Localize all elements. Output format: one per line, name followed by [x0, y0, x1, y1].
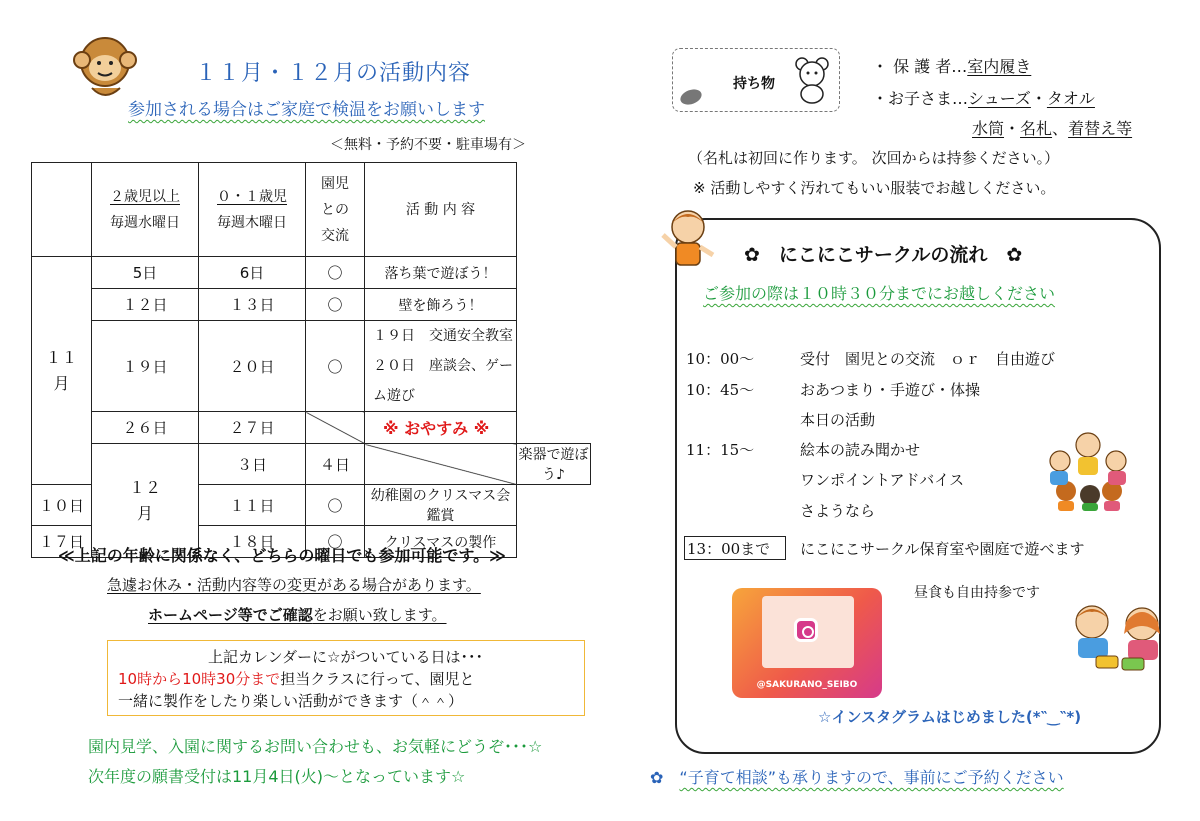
activity-line: １９日 交通安全教室 [373, 328, 513, 344]
header-interaction-l2: との [321, 201, 349, 218]
activity [365, 321, 517, 412]
header-interaction-l3: 交流 [321, 227, 349, 244]
table-row [32, 321, 591, 412]
activity: クリスマスの製作 [365, 526, 517, 558]
leaf-icon [678, 86, 704, 108]
interaction-none [306, 412, 365, 444]
bear-icon [793, 56, 831, 104]
bring-child-more [972, 116, 1132, 139]
any-day-note: ≪上記の年齢に関係なく、どちらの曜日でも参加可能です。≫ [58, 546, 506, 565]
table-row [32, 444, 591, 485]
schedule-text: おあつまり・手遊び・体操 [800, 381, 981, 399]
bring-items-label: 持ち物 [733, 76, 775, 92]
interaction-mark: 〇 [306, 321, 365, 412]
header-age2plus [92, 163, 199, 257]
flow-subtitle: ご参加の際は１０時３０分までにお越しください [703, 284, 1056, 303]
star-days-line2: 担当クラスに行って、園児と [280, 670, 475, 688]
schedule-time: 10：45～ [686, 381, 755, 399]
wed-date: ２６日 [92, 412, 199, 444]
clothes-note: ※ 活動しやすく汚れてもいい服装でお越しください。 [693, 179, 1056, 197]
consultation-text: “子育て相談”も承りますので、事前にご予約ください [679, 768, 1064, 787]
lunch-children-illustration [1062, 598, 1172, 672]
header-activity: 活 動 内 容 [365, 163, 517, 257]
table-row [32, 289, 591, 321]
instagram-qr-code[interactable] [732, 588, 882, 698]
activity-line: ２０日 座談会、ゲーム遊び [373, 358, 513, 404]
homepage-note [148, 604, 447, 625]
header-empty [32, 163, 92, 257]
activity-holiday: ※ おやすみ ※ [365, 412, 517, 444]
thu-date: ２０日 [199, 321, 306, 412]
thu-date: ２７日 [199, 412, 306, 444]
instagram-handle: @SAKURANO_SEIBO [756, 680, 858, 690]
wed-date: ３日 [199, 444, 306, 485]
thu-date: １３日 [199, 289, 306, 321]
interaction-none [365, 444, 517, 485]
instagram-started: ☆インスタグラムはじめました(*‶‿‶*) [818, 708, 1082, 726]
bring-child-sep: ・ [1030, 89, 1047, 108]
schedule-time: 11：15～ [686, 441, 755, 459]
subtitle: 参加される場合はご家庭で検温をお願いします [128, 100, 485, 120]
change-note: 急遽お休み・活動内容等の変更がある場合があります。 [107, 576, 481, 594]
schedule-text: 絵本の読み聞かせ [800, 441, 921, 459]
flower-icon: ✿ [650, 768, 664, 787]
wed-date: １７日 [32, 526, 92, 558]
month-december [92, 444, 199, 558]
table-row [32, 412, 591, 444]
thu-date: １８日 [199, 526, 306, 558]
bring-child-item: タオル [1046, 89, 1095, 108]
star-days-line3: 一緒に製作をしたり楽しい活動ができます（＾＾） [118, 692, 464, 710]
month-december-char: 月 [136, 503, 153, 523]
schedule-text: ワンポイントアドバイス [800, 471, 965, 489]
header-interaction-l1: 園児 [321, 175, 349, 192]
header-wednesday-label: 毎週水曜日 [110, 214, 180, 231]
header-age2plus-label: ２歳児以上 [110, 188, 180, 205]
wed-date: 5日 [92, 257, 199, 289]
until-time: 13：00まで [687, 540, 771, 558]
children-circle-illustration [1040, 425, 1136, 511]
month-november-num: １１ [45, 347, 78, 367]
star-days-box [107, 640, 585, 716]
schedule-text: 本日の活動 [800, 411, 876, 429]
bring-child-sep: ・ [1004, 119, 1021, 138]
bring-child-label: ・お子さま… [872, 89, 969, 108]
bring-child-item: 着替え等 [1068, 119, 1133, 138]
bring-child-item: シューズ [968, 89, 1031, 108]
table-row [32, 257, 591, 289]
thu-date: ４日 [306, 444, 365, 485]
schedule-text: 受付 園児との交流 ｏｒ 自由遊び [800, 350, 1056, 368]
star-days-time: 10時から10時30分まで [118, 670, 281, 688]
bring-guardian [872, 54, 1031, 77]
wed-date: １２日 [92, 289, 199, 321]
lunch-note: 昼食も自由持参です [914, 585, 1040, 601]
homepage-note-a: ホームページ等でご確認 [148, 606, 313, 624]
contact-note: 園内見学、入園に関するお問い合わせも、お気軽にどうぞ･･･☆ [88, 737, 543, 756]
activity: 幼稚園のクリスマス会鑑賞 [365, 485, 517, 526]
flow-title: ✿ にこにこサークルの流れ ✿ [744, 244, 1023, 266]
activity: 落ち葉で遊ぼう！ [365, 257, 517, 289]
month-november-char: 月 [53, 373, 70, 393]
bring-guardian-item: 室内履き [967, 57, 1032, 76]
instagram-icon [794, 618, 818, 642]
thu-date: 6日 [199, 257, 306, 289]
interaction-mark: 〇 [306, 526, 365, 558]
bring-child-item: 水筒 [972, 119, 1005, 138]
month-december-num: １２ [128, 477, 161, 497]
bring-child-item: 名札 [1020, 119, 1053, 138]
wed-date: １０日 [32, 485, 92, 526]
nametag-note: （名札は初回に作ります。 次回からは持参ください。） [688, 149, 1060, 167]
bring-child-sep: 、 [1052, 119, 1069, 138]
application-note: 次年度の願書受付は11月4日(火)～となっています☆ [88, 767, 466, 786]
activity: 楽器で遊ぼう♪ [517, 444, 591, 485]
until-text: にこにこサークル保育室や園庭で遊べます [800, 540, 1085, 558]
schedule-text: さようなら [800, 502, 876, 520]
wed-date: １９日 [92, 321, 199, 412]
bring-child [872, 86, 1095, 109]
star-days-line1: 上記カレンダーに☆がついている日は･･･ [208, 648, 483, 666]
interaction-mark: 〇 [306, 289, 365, 321]
schedule-table [31, 162, 591, 558]
interaction-mark: 〇 [306, 257, 365, 289]
boy-illustration [655, 205, 721, 275]
table-header-row [32, 163, 591, 257]
month-november [32, 257, 92, 485]
activity: 壁を飾ろう！ [365, 289, 517, 321]
bring-guardian-label: ・ 保 護 者… [872, 57, 968, 76]
parenting-consultation-note [650, 765, 1064, 788]
header-age01-label: ０・１歳児 [217, 188, 287, 205]
homepage-note-b: をお願い致します。 [312, 606, 447, 624]
thu-date: １１日 [199, 485, 306, 526]
schedule-time: 10：00～ [686, 350, 755, 368]
header-interaction [306, 163, 365, 257]
interaction-mark: 〇 [306, 485, 365, 526]
header-age01 [199, 163, 306, 257]
free-no-reservation-note: ＜無料・予約不要・駐車場有＞ [330, 137, 526, 153]
page-title: １１月・１２月の活動内容 [195, 61, 472, 86]
header-thursday-label: 毎週木曜日 [217, 214, 287, 231]
